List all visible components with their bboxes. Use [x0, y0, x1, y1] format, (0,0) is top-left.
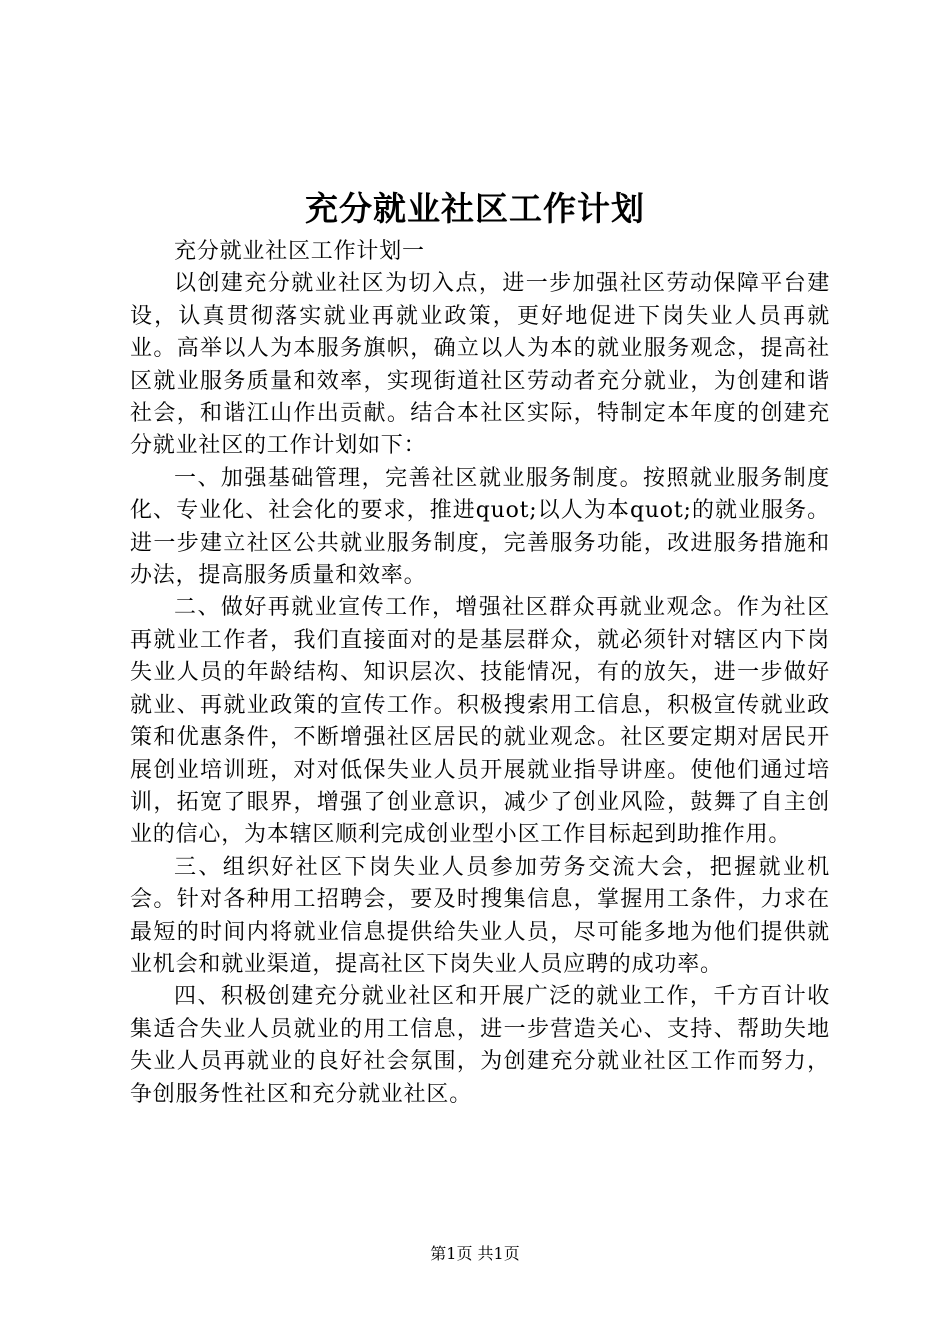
paragraph-section-4: 四、积极创建充分就业社区和开展广泛的就业工作，千方百计收集适合失业人员就业的用工信息，进一步营造关心、支持、帮助失地失业人员再就业的良好社会氛围，为创建充分就业社区工作而努力，争创服务性社区和充分就业社区。 [130, 984, 830, 1107]
paragraph-section-2: 二、做好再就业宣传工作，增强社区群众再就业观念。作为社区再就业工作者，我们直接面对的是基层群众，就必须针对辖区内下岗失业人员的年龄结构、知识层次、技能情况，有的放矢，进一步做好就业、再就业政策的宣传工作。积极搜索用工信息，积极宣传就业政策和优惠条件，不断增强社区居民的就业观念。社区要定期对居民开展创业培训班，对对低保失业人员开展就业指导讲座。使他们通过培训，拓宽了眼界，增强了创业意识，减少了创业风险，鼓舞了自主创业的信心，为本辖区顺利完成创业型小区工作目标起到助推作用。 [130, 595, 830, 848]
paragraph-section-1: 一、加强基础管理，完善社区就业服务制度。按照就业服务制度化、专业化、社会化的要求，推进quot;以人为本quot;的就业服务。进一步建立社区公共就业服务制度，完善服务功能，改进服务措施和办法，提高服务质量和效率。 [130, 465, 830, 589]
document-subtitle: 充分就业社区工作计划一 [174, 239, 425, 264]
paragraph-intro: 以创建充分就业社区为切入点，进一步加强社区劳动保障平台建设，认真贯彻落实就业再就业政策，更好地促进下岗失业人员再就业。高举以人为本服务旗帜，确立以人为本的就业服务观念，提高社区就业服务质量和效率，实现街道社区劳动者充分就业，为创建和谐社会，和谐江山作出贡献。结合本社区实际，特制定本年度的创建充分就业社区的工作计划如下： [130, 271, 830, 459]
document-title: 充分就业社区工作计划 [305, 189, 645, 228]
page-footer: 第1页 共1页 [430, 1244, 520, 1263]
document-body [130, 236, 830, 1111]
paragraph-section-3: 三、组织好社区下岗失业人员参加劳务交流大会，把握就业机会。针对各种用工招聘会，要及时搜集信息，掌握用工条件，力求在最短的时间内将就业信息提供给失业人员，尽可能多地为他们提供就业机会和就业渠道，提高社区下岗失业人员应聘的成功率。 [130, 854, 830, 977]
